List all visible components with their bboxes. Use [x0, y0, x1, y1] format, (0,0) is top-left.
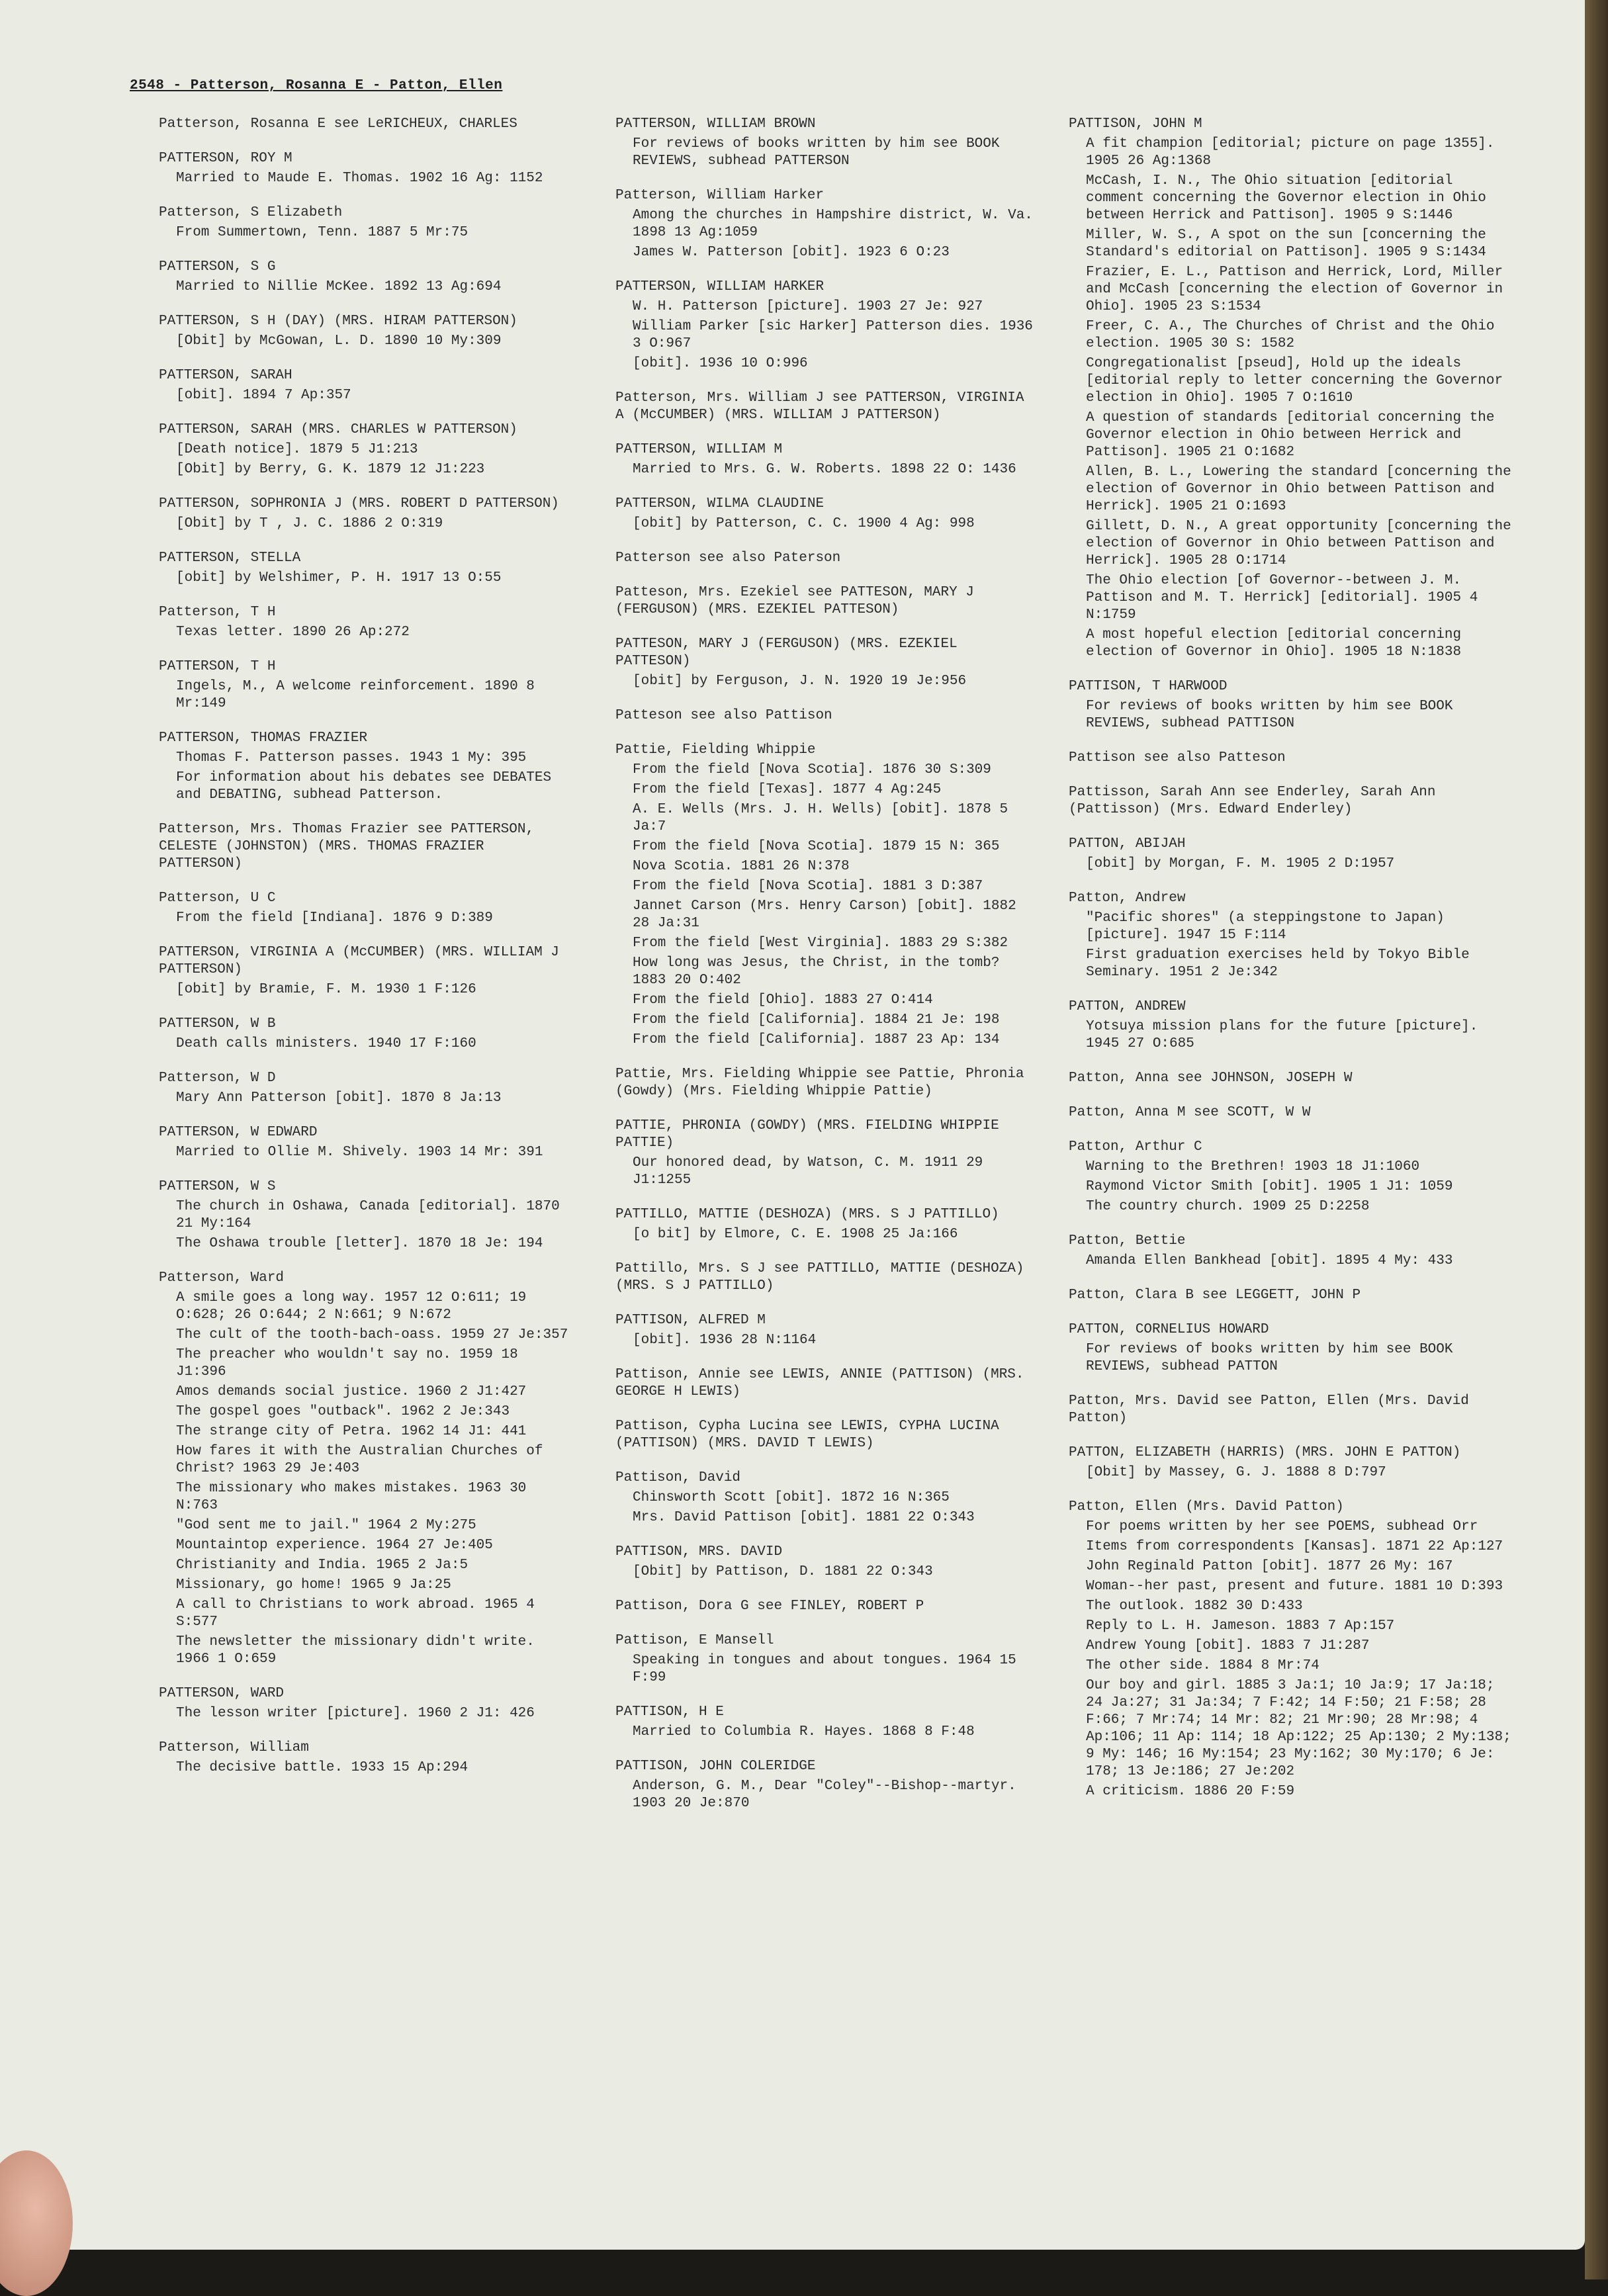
entry-heading: PATTISON, JOHN COLERIDGE: [615, 1759, 816, 1774]
entry-heading: Patterson, Ward: [159, 1270, 285, 1286]
index-column-2: [615, 116, 1039, 1830]
index-entry: [1069, 836, 1519, 873]
entry-heading: PATTISON, JOHN M: [1069, 116, 1202, 132]
entry-heading: PATTESON, MARY J (FERGUSON) (MRS. EZEKIEL PATTESON): [615, 637, 958, 669]
entry-citation: John Reginald Patton [obit]. 1877 26 My: 167: [1086, 1559, 1453, 1574]
entry-citation: Anderson, G. M., Dear "Coley"--Bishop--martyr. 1903 20 Je:870: [633, 1779, 1016, 1811]
entry-heading: Patteson see also Pattison: [615, 708, 832, 723]
index-entry: [615, 1066, 1039, 1100]
entry-citation: The Oshawa trouble [letter]. 1870 18 Je: 194: [176, 1236, 543, 1251]
entry-citation: From the field [Texas]. 1877 4 Ag:245: [633, 782, 942, 797]
entry-citation: From the field [California]. 1884 21 Je: 198: [633, 1012, 1000, 1028]
entry-heading: PATTERSON, STELLA: [159, 551, 301, 566]
entry-heading: PATTERSON, ROY M: [159, 151, 292, 166]
entry-heading: PATTERSON, WILMA CLAUDINE: [615, 496, 825, 511]
entry-citation: [Obit] by Massey, G. J. 1888 8 D:797: [1086, 1465, 1386, 1480]
index-entry: [159, 421, 569, 478]
entry-citation: Woman--her past, present and future. 1881 10 D:393: [1086, 1579, 1503, 1594]
index-entry: [615, 390, 1039, 424]
entry-heading: PATTERSON, W B: [159, 1016, 276, 1032]
index-entry: [1069, 1444, 1519, 1481]
entry-heading: Patton, Anna see JOHNSON, JOSEPH W: [1069, 1071, 1353, 1086]
entry-citation: Jannet Carson (Mrs. Henry Carson) [obit]. 1882 28 Ja:31: [633, 899, 1016, 931]
entry-heading: Pattison, Annie see LEWIS, ANNIE (PATTISON) (MRS. GEORGE H LEWIS): [615, 1367, 1024, 1399]
index-entry: [1069, 890, 1519, 981]
entry-citation: From the field [Nova Scotia]. 1881 3 D:387: [633, 879, 983, 894]
entry-citation: From Summertown, Tenn. 1887 5 Mr:75: [176, 225, 469, 240]
index-entry: [159, 204, 569, 242]
index-entry: [615, 496, 1039, 533]
index-entry: [159, 496, 569, 533]
entry-heading: Pattie, Fielding Whippie: [615, 742, 816, 758]
entry-citation: Freer, C. A., The Churches of Christ and the Ohio election. 1905 30 S: 1582: [1086, 319, 1495, 351]
entry-citation: [Obit] by Pattison, D. 1881 22 O:343: [633, 1564, 933, 1579]
entry-heading: Patton, Andrew: [1069, 891, 1186, 906]
entry-citation: From the field [Nova Scotia]. 1879 15 N: 365: [633, 839, 1000, 854]
entry-heading: Pattillo, Mrs. S J see PATTILLO, MATTIE (DESHOZA) (MRS. S J PATTILLO): [615, 1261, 1024, 1294]
entry-citation: Raymond Victor Smith [obit]. 1905 1 J1: 1059: [1086, 1179, 1453, 1194]
entry-citation: [o bit] by Elmore, C. E. 1908 25 Ja:166: [633, 1227, 958, 1242]
entry-citation: [obit]. 1894 7 Ap:357: [176, 388, 351, 403]
entry-heading: PATTERSON, S G: [159, 259, 276, 275]
entry-citation: "Pacific shores" (a steppingstone to Japan) [picture]. 1947 15 F:114: [1086, 910, 1445, 943]
index-entry: [159, 150, 569, 187]
index-entry: [1069, 678, 1519, 732]
entry-citation: Mrs. David Pattison [obit]. 1881 22 O:343: [633, 1510, 975, 1525]
entry-citation: Mary Ann Patterson [obit]. 1870 8 Ja:13: [176, 1090, 502, 1106]
index-entry: [159, 367, 569, 404]
entry-heading: Patterson, Rosanna E see LeRICHEUX, CHARLES: [159, 116, 517, 132]
entry-citation: The church in Oshawa, Canada [editorial]. 1870 21 My:164: [176, 1199, 560, 1231]
index-entry: [615, 1544, 1039, 1581]
index-entry: [615, 1632, 1039, 1687]
entry-heading: PATTERSON, VIRGINIA A (McCUMBER) (MRS. WILLIAM J PATTERSON): [159, 945, 559, 977]
entry-citation: For information about his debates see DEBATES and DEBATING, subhead Patterson.: [176, 770, 552, 803]
entry-citation: Amanda Ellen Bankhead [obit]. 1895 4 My: 433: [1086, 1253, 1453, 1268]
entry-citation: Gillett, D. N., A great opportunity [concerning the election of Governor in Ohio between Pattison and Herrick]. 1905 28 O:1714: [1086, 519, 1511, 568]
entry-citation: Death calls ministers. 1940 17 F:160: [176, 1036, 476, 1051]
entry-citation: Mountaintop experience. 1964 27 Je:405: [176, 1538, 493, 1553]
entry-citation: [obit] by Welshimer, P. H. 1917 13 O:55: [176, 570, 502, 586]
entry-citation: The missionary who makes mistakes. 1963 30 N:763: [176, 1481, 527, 1513]
entry-citation: Nova Scotia. 1881 26 N:378: [633, 859, 850, 874]
entry-citation: A smile goes a long way. 1957 12 O:611; 19 O:628; 26 O:644; 2 N:661; 9 N:672: [176, 1290, 527, 1323]
index-entry: [159, 658, 569, 713]
index-entry: [615, 279, 1039, 373]
entry-heading: Patton, Ellen (Mrs. David Patton): [1069, 1499, 1344, 1515]
index-entry: [1069, 1139, 1519, 1215]
entry-citation: A most hopeful election [editorial concerning election of Governor in Ohio]. 1905 18 N:1838: [1086, 627, 1462, 660]
entry-citation: For reviews of books written by him see BOOK REVIEWS, subhead PATTISON: [1086, 699, 1453, 731]
entry-citation: The outlook. 1882 30 D:433: [1086, 1599, 1303, 1614]
entry-heading: Patterson, Mrs. Thomas Frazier see PATTERSON, CELESTE (JOHNSTON) (MRS. THOMAS FRAZIER PATTERSON): [159, 822, 535, 871]
index-entry: [1069, 1321, 1519, 1376]
index-entry: [1069, 1104, 1519, 1122]
index-entry: [159, 1016, 569, 1053]
entry-citation: From the field [Ohio]. 1883 27 O:414: [633, 993, 933, 1008]
index-entry: [1069, 750, 1519, 767]
index-entry: [1069, 784, 1519, 818]
entry-heading: PATTERSON, SARAH (MRS. CHARLES W PATTERSON): [159, 422, 517, 437]
entry-heading: PATTISON, MRS. DAVID: [615, 1544, 783, 1560]
index-entry: [615, 1206, 1039, 1243]
index-entry: [159, 1685, 569, 1722]
entry-citation: [obit] by Ferguson, J. N. 1920 19 Je:956: [633, 674, 967, 689]
entry-citation: A call to Christians to work abroad. 1965 4 S:577: [176, 1597, 535, 1630]
index-entry: [615, 1366, 1039, 1401]
entry-heading: PATTISON, H E: [615, 1704, 724, 1720]
entry-citation: Amos demands social justice. 1960 2 J1:427: [176, 1384, 527, 1399]
entry-citation: Warning to the Brethren! 1903 18 J1:1060: [1086, 1159, 1420, 1174]
entry-citation: How long was Jesus, the Christ, in the tomb? 1883 20 O:402: [633, 955, 1000, 988]
entry-citation: Christianity and India. 1965 2 Ja:5: [176, 1558, 469, 1573]
entry-heading: PATTERSON, SARAH: [159, 368, 292, 383]
entry-citation: The cult of the tooth-bach-oass. 1959 27 Je:357: [176, 1327, 568, 1343]
entry-citation: Our honored dead, by Watson, C. M. 1911 29 J1:1255: [633, 1155, 983, 1188]
entry-heading: Pattisson, Sarah Ann see Enderley, Sarah Ann (Pattisson) (Mrs. Edward Enderley): [1069, 785, 1436, 817]
entry-heading: PATTERSON, T H: [159, 659, 276, 674]
entry-citation: Andrew Young [obit]. 1883 7 J1:287: [1086, 1638, 1370, 1654]
entry-citation: The strange city of Petra. 1962 14 J1: 441: [176, 1424, 527, 1439]
entry-citation: The country church. 1909 25 D:2258: [1086, 1199, 1370, 1214]
entry-heading: PATTILLO, MATTIE (DESHOZA) (MRS. S J PATTILLO): [615, 1207, 999, 1222]
entry-citation: [Obit] by T , J. C. 1886 2 O:319: [176, 516, 443, 531]
entry-citation: Married to Ollie M. Shively. 1903 14 Mr: 391: [176, 1145, 543, 1160]
entry-citation: From the field [Indiana]. 1876 9 D:389: [176, 910, 493, 926]
entry-heading: PATTERSON, WARD: [159, 1686, 285, 1701]
entry-citation: For reviews of books written by him see BOOK REVIEWS, subhead PATTERSON: [633, 136, 1000, 169]
entry-citation: [obit] by Bramie, F. M. 1930 1 F:126: [176, 982, 476, 997]
entry-heading: Pattison see also Patteson: [1069, 750, 1286, 766]
entry-heading: PATTON, ABIJAH: [1069, 836, 1186, 852]
index-column-1: [159, 116, 569, 1794]
entry-heading: PATTON, ANDREW: [1069, 999, 1186, 1014]
entry-heading: Pattison, David: [615, 1470, 741, 1485]
entry-heading: PATTERSON, WILLIAM BROWN: [615, 116, 816, 132]
entry-citation: [Death notice]. 1879 5 J1:213: [176, 442, 418, 457]
index-entry: [159, 730, 569, 804]
index-entry: [159, 550, 569, 587]
index-entry: [159, 1070, 569, 1107]
entry-citation: Frazier, E. L., Pattison and Herrick, Lord, Miller and McCash [concerning the election of Governor in Ohio]. 1905 23 S:1534: [1086, 265, 1503, 314]
entry-citation: The other side. 1884 8 Mr:74: [1086, 1658, 1319, 1673]
entry-citation: From the field [California]. 1887 23 Ap: 134: [633, 1032, 1000, 1047]
index-entry: [159, 1178, 569, 1253]
entry-citation: [Obit] by Berry, G. K. 1879 12 J1:223: [176, 462, 485, 477]
entry-citation: Allen, B. L., Lowering the standard [concerning the election of Governor in Ohio between Pattison and Herrick]. 1905 21 O:1693: [1086, 464, 1511, 514]
entry-heading: Patterson, Mrs. William J see PATTERSON, VIRGINIA A (McCUMBER) (MRS. WILLIAM J PATTERSON): [615, 390, 1024, 423]
entry-heading: Patton, Bettie: [1069, 1233, 1186, 1249]
entry-citation: James W. Patterson [obit]. 1923 6 O:23: [633, 245, 950, 260]
entry-citation: A question of standards [editorial concerning the Governor election in Ohio between Herrick and Pattison]. 1905 21 O:1682: [1086, 410, 1495, 460]
entry-citation: For poems written by her see POEMS, subhead Orr: [1086, 1519, 1478, 1534]
entry-citation: Married to Maude E. Thomas. 1902 16 Ag: 1152: [176, 171, 543, 186]
index-entry: [615, 742, 1039, 1049]
entry-citation: The newsletter the missionary didn't write. 1966 1 O:659: [176, 1634, 535, 1667]
index-entry: [615, 1118, 1039, 1189]
index-entry: [159, 313, 569, 350]
index-entry: [615, 1704, 1039, 1741]
entry-citation: William Parker [sic Harker] Patterson dies. 1936 3 O:967: [633, 319, 1033, 351]
entry-citation: Married to Columbia R. Hayes. 1868 8 F:48: [633, 1724, 975, 1740]
index-entry: [159, 944, 569, 998]
index-entry: [615, 1470, 1039, 1526]
running-head: 2548 - Patterson, Rosanna E - Patton, Ellen: [130, 78, 503, 93]
entry-citation: For reviews of books written by him see BOOK REVIEWS, subhead PATTON: [1086, 1342, 1453, 1374]
entry-heading: PATTERSON, S H (DAY) (MRS. HIRAM PATTERSON): [159, 314, 517, 329]
index-entry: [159, 890, 569, 927]
entry-citation: [obit]. 1936 10 O:996: [633, 356, 808, 371]
entry-heading: PATTERSON, WILLIAM HARKER: [615, 279, 825, 294]
index-entry: [1069, 998, 1519, 1053]
index-entry: [615, 1312, 1039, 1349]
entry-citation: A. E. Wells (Mrs. J. H. Wells) [obit]. 1878 5 Ja:7: [633, 802, 1008, 834]
book-spine: [1585, 0, 1608, 2279]
entry-heading: Patterson, T H: [159, 605, 276, 620]
index-entry: [615, 1260, 1039, 1295]
entry-heading: Patton, Mrs. David see Patton, Ellen (Mrs. David Patton): [1069, 1393, 1469, 1426]
index-entry: [159, 1124, 569, 1161]
entry-heading: Patterson, S Elizabeth: [159, 205, 343, 220]
entry-citation: First graduation exercises held by Tokyo Bible Seminary. 1951 2 Je:342: [1086, 948, 1470, 980]
index-entry: [615, 187, 1039, 261]
entry-heading: Patterson see also Paterson: [615, 551, 841, 566]
entry-citation: Ingels, M., A welcome reinforcement. 1890 8 Mr:149: [176, 679, 535, 711]
entry-citation: Thomas F. Patterson passes. 1943 1 My: 395: [176, 750, 527, 766]
entry-heading: Patterson, W D: [159, 1071, 276, 1086]
index-entry: [615, 1598, 1039, 1615]
entry-citation: Among the churches in Hampshire district, W. Va. 1898 13 Ag:1059: [633, 208, 1033, 240]
entry-heading: PATTERSON, W S: [159, 1179, 276, 1194]
entry-citation: Speaking in tongues and about tongues. 1964 15 F:99: [633, 1653, 1016, 1685]
entry-heading: PATTON, ELIZABETH (HARRIS) (MRS. JOHN E PATTON): [1069, 1445, 1461, 1460]
entry-heading: PATTERSON, SOPHRONIA J (MRS. ROBERT D PATTERSON): [159, 496, 559, 511]
index-entry: [159, 116, 569, 133]
entry-heading: Patton, Clara B see LEGGETT, JOHN P: [1069, 1288, 1361, 1303]
entry-heading: Patton, Anna M see SCOTT, W W: [1069, 1105, 1311, 1120]
entry-citation: "God sent me to jail." 1964 2 My:275: [176, 1518, 476, 1533]
index-entry: [159, 1740, 569, 1777]
entry-citation: The lesson writer [picture]. 1960 2 J1: 426: [176, 1706, 535, 1721]
entry-citation: The gospel goes "outback". 1962 2 Je:343: [176, 1404, 510, 1419]
entry-citation: How fares it with the Australian Churches of Christ? 1963 29 Je:403: [176, 1444, 543, 1476]
entry-citation: Married to Nillie McKee. 1892 13 Ag:694: [176, 279, 502, 294]
entry-heading: Pattison, Dora G see FINLEY, ROBERT P: [615, 1599, 924, 1614]
entry-citation: Items from correspondents [Kansas]. 1871 22 Ap:127: [1086, 1539, 1503, 1554]
entry-citation: Congregationalist [pseud], Hold up the ideals [editorial reply to letter concerning the Governor election in Ohio]. 1905 7 O:1610: [1086, 356, 1503, 406]
index-entry: [1069, 1233, 1519, 1270]
index-entry: [159, 604, 569, 641]
index-entry: [615, 116, 1039, 170]
entry-citation: W. H. Patterson [picture]. 1903 27 Je: 927: [633, 299, 983, 314]
index-entry: [1069, 116, 1519, 661]
index-entry: [1069, 1070, 1519, 1087]
index-entry: [1069, 1287, 1519, 1304]
entry-heading: Pattison, Cypha Lucina see LEWIS, CYPHA LUCINA (PATTISON) (MRS. DAVID T LEWIS): [615, 1419, 999, 1451]
index-entry: [159, 259, 569, 296]
entry-citation: A fit champion [editorial; picture on page 1355]. 1905 26 Ag:1368: [1086, 136, 1495, 169]
entry-citation: [obit]. 1936 28 N:1164: [633, 1333, 817, 1348]
entry-heading: PATTISON, ALFRED M: [615, 1313, 766, 1328]
index-entry: [615, 584, 1039, 619]
entry-citation: [obit] by Morgan, F. M. 1905 2 D:1957: [1086, 856, 1395, 871]
entry-heading: PATTERSON, WILLIAM M: [615, 442, 783, 457]
index-entry: [615, 707, 1039, 725]
entry-citation: Yotsuya mission plans for the future [picture]. 1945 27 O:685: [1086, 1019, 1478, 1051]
index-entry: [615, 636, 1039, 690]
entry-heading: Patterson, William Harker: [615, 188, 825, 203]
entry-citation: The decisive battle. 1933 15 Ap:294: [176, 1760, 469, 1775]
entry-citation: [obit] by Patterson, C. C. 1900 4 Ag: 998: [633, 516, 975, 531]
index-entry: [615, 1758, 1039, 1812]
entry-heading: PATTERSON, THOMAS FRAZIER: [159, 730, 368, 746]
entry-heading: Pattie, Mrs. Fielding Whippie see Pattie, Phronia (Gowdy) (Mrs. Fielding Whippie Pattie): [615, 1067, 1024, 1099]
entry-heading: PATTIE, PHRONIA (GOWDY) (MRS. FIELDING WHIPPIE PATTIE): [615, 1118, 999, 1151]
index-entry: [615, 441, 1039, 478]
entry-citation: The preacher who wouldn't say no. 1959 18 J1:396: [176, 1347, 518, 1380]
entry-citation: From the field [West Virginia]. 1883 29 S:382: [633, 936, 1008, 951]
entry-citation: Reply to L. H. Jameson. 1883 7 Ap:157: [1086, 1618, 1395, 1634]
index-entry: [615, 1418, 1039, 1452]
entry-heading: Pattison, E Mansell: [615, 1633, 774, 1648]
index-entry: [1069, 1499, 1519, 1800]
entry-citation: Our boy and girl. 1885 3 Ja:1; 10 Ja:9; 17 Ja:18; 24 Ja:27; 31 Ja:34; 7 F:42; 14 F:50; 21 F:58; 28 F:66; 7 Mr:74; 14 Mr: 82; 21 Mr:90; 28 Mr:98; 4 Ap:106; 11 Ap: 114; 18 Ap:122; 25 Ap:130; 2 My:138; 9 My: 146; 16 My:154; 23 My:162; 30 My:170; 6 Je: 178; 13 Je:186; 27 Je:202: [1086, 1678, 1511, 1779]
index-column-3: [1069, 116, 1519, 1818]
entry-heading: Patterson, William: [159, 1740, 309, 1755]
entry-citation: Miller, W. S., A spot on the sun [concerning the Standard's editorial on Pattison]. 1905 9 S:1434: [1086, 228, 1486, 260]
entry-heading: PATTERSON, W EDWARD: [159, 1125, 318, 1140]
entry-heading: Patterson, U C: [159, 891, 276, 906]
entry-citation: Missionary, go home! 1965 9 Ja:25: [176, 1577, 451, 1593]
entry-heading: PATTISON, T HARWOOD: [1069, 679, 1228, 694]
entry-citation: Texas letter. 1890 26 Ap:272: [176, 625, 410, 640]
entry-heading: Patteson, Mrs. Ezekiel see PATTESON, MARY J (FERGUSON) (MRS. EZEKIEL PATTESON): [615, 585, 974, 617]
index-entry: [159, 1270, 569, 1668]
entry-citation: From the field [Nova Scotia]. 1876 30 S:309: [633, 762, 991, 777]
entry-citation: Chinsworth Scott [obit]. 1872 16 N:365: [633, 1490, 950, 1505]
index-entry: [1069, 1393, 1519, 1427]
entry-citation: A criticism. 1886 20 F:59: [1086, 1784, 1295, 1799]
entry-heading: PATTON, CORNELIUS HOWARD: [1069, 1322, 1269, 1337]
entry-citation: McCash, I. N., The Ohio situation [editorial comment concerning the Governor election in Ohio between Herrick and Pattison]. 1905 9 S:1446: [1086, 173, 1486, 223]
index-entry: [159, 821, 569, 873]
entry-citation: The Ohio election [of Governor--between J. M. Pattison and M. T. Herrick] [editorial]. 1905 4 N:1759: [1086, 573, 1478, 623]
entry-heading: Patton, Arthur C: [1069, 1139, 1202, 1155]
entry-citation: Married to Mrs. G. W. Roberts. 1898 22 O: 1436: [633, 462, 1016, 477]
entry-citation: [Obit] by McGowan, L. D. 1890 10 My:309: [176, 333, 502, 349]
index-entry: [615, 550, 1039, 567]
